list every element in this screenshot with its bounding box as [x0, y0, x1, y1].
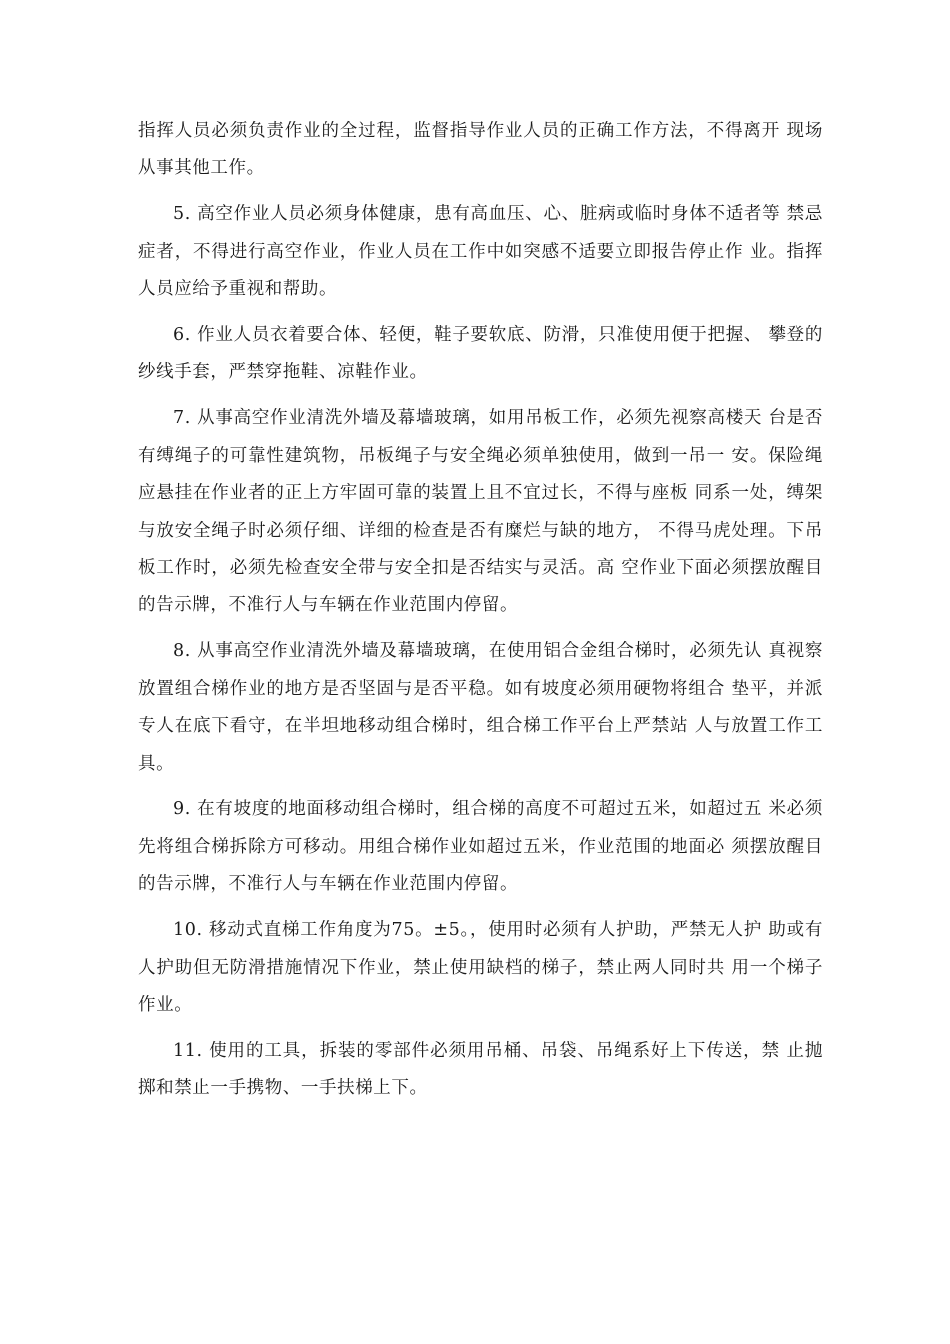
- paragraph-item-5: 5. 高空作业人员必须身体健康，患有高血压、心、脏病或临时身体不适者等 禁忌症者，不得进行高空作业，作业人员在工作中如突感不适要立即报告停止作 业。指挥人员应给予重视和帮助。: [138, 204, 823, 300]
- paragraph-item-6: 6. 作业人员衣着要合体、轻便，鞋子要软底、防滑，只准使用便于把握、 攀登的纱线手套，严禁穿拖鞋、凉鞋作业。: [138, 325, 823, 383]
- paragraph-item-8: 8. 从事高空作业清洗外墙及幕墙玻璃，在使用铝合金组合梯时，必须先认 真视察放置组合梯作业的地方是否坚固与是否平稳。如有坡度必须用硬物将组合 垫平，并派专人在底下看守，在半坦地移动组合梯时，组合梯工作平台上严禁站 人与放置工作工具。: [138, 641, 823, 774]
- document-body: [138, 113, 823, 1116]
- paragraph-item-10: 10. 移动式直梯工作角度为75。±5。，使用时必须有人护助，严禁无人护 助或有人护助但无防滑措施情况下作业，禁止使用缺档的梯子，禁止两人同时共 用一个梯子作业。: [138, 920, 823, 1015]
- paragraph-item-9: 9. 在有坡度的地面移动组合梯时，组合梯的高度不可超过五米，如超过五 米必须先将组合梯拆除方可移动。用组合梯作业如超过五米，作业范围的地面必 须摆放醒目的告示牌，不准行人与车辆在作业范围内停留。: [138, 799, 823, 895]
- paragraph-item-11: 11. 使用的工具，拆装的零部件必须用吊桶、吊袋、吊绳系好上下传送，禁 止抛掷和禁止一手携物、一手扶梯上下。: [138, 1040, 823, 1099]
- paragraph-continuation: 指挥人员必须负责作业的全过程，监督指导作业人员的正确工作方法，不得离开 现场从事其他工作。: [138, 121, 823, 179]
- paragraph-item-7: 7. 从事高空作业清洗外墙及幕墙玻璃，如用吊板工作，必须先视察高楼天 台是否有缚绳子的可靠性建筑物，吊板绳子与安全绳必须单独使用，做到一吊一 安。保险绳应悬挂在作业者的正上方牢固可靠的装置上且不宜过长，不得与座板 同系一处，缚架与放安全绳子时必须仔细、详细的检查是否有糜烂与缺的地方， 不得马虎处理。下吊板工作时，必须先检查安全带与安全扣是否结实与灵活。高 空作业下面必须摆放醒目的告示牌，不准行人与车辆在作业范围内停留。: [138, 408, 823, 616]
